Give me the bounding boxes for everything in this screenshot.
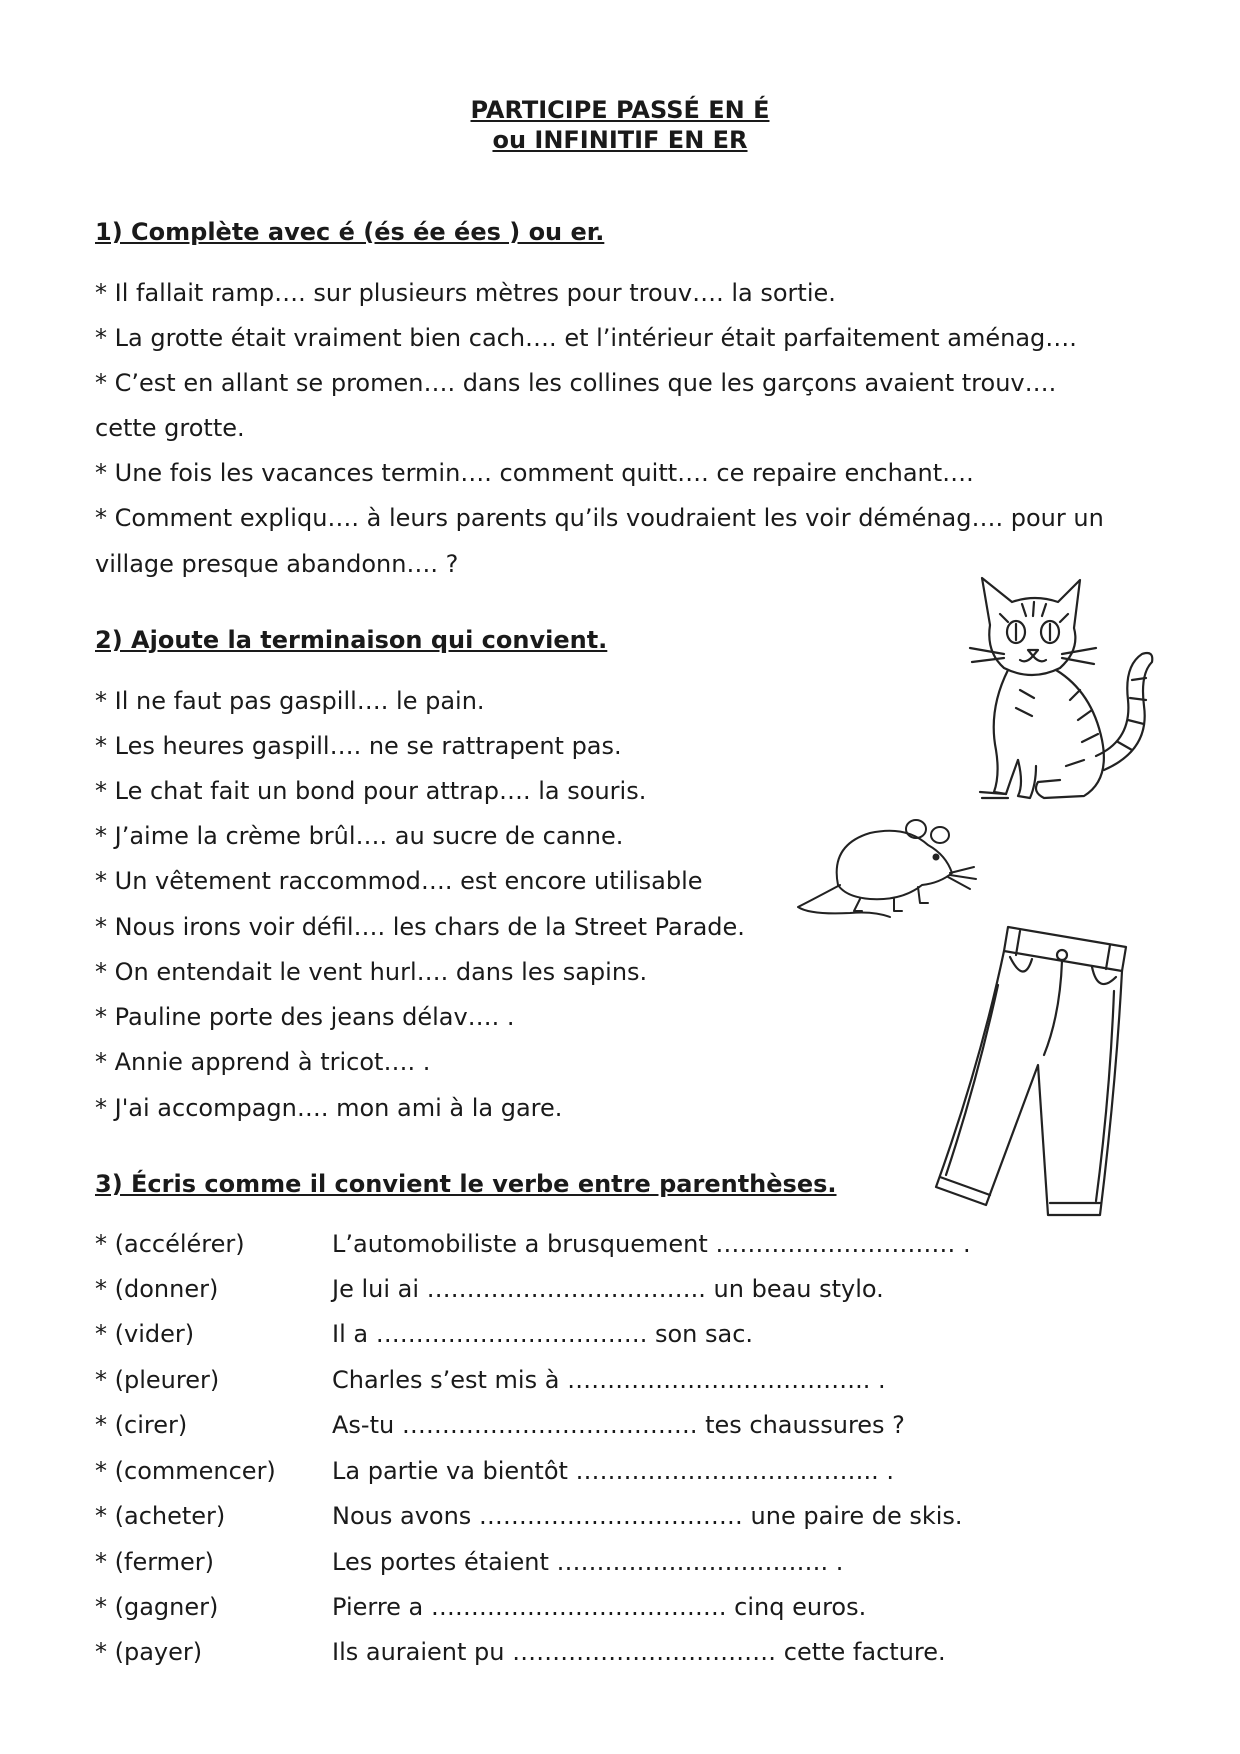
exercise-line: * Il fallait ramp…. sur plusieurs mètres pour trouv…. la sortie.: [95, 279, 836, 307]
section-1-heading: 1) Complète avec é (és ée ées ) ou er.: [95, 218, 605, 246]
exercise-line: * J’aime la crème brûl…. au sucre de canne.: [95, 822, 624, 850]
cat-illustration: [960, 570, 1160, 810]
verb-cue: * (cirer): [95, 1411, 188, 1439]
exercise-line: * Un vêtement raccommod…. est encore utilisable: [95, 867, 703, 895]
exercise-line: * La grotte était vraiment bien cach…. et l’intérieur était parfaitement aménag….: [95, 324, 1077, 352]
fill-sentence: Il a ……………………………. son sac.: [332, 1320, 754, 1348]
fill-sentence: La partie va bientôt ……………………………….. .: [332, 1457, 895, 1485]
exercise-line: * Comment expliqu…. à leurs parents qu’ils voudraient les voir déménag…. pour un: [95, 504, 1104, 532]
exercise-line: * Il ne faut pas gaspill…. le pain.: [95, 687, 485, 715]
exercise-line: * On entendait le vent hurl…. dans les sapins.: [95, 958, 648, 986]
exercise-line: * Pauline porte des jeans délav…. .: [95, 1003, 515, 1031]
exercise-line: * J'ai accompagn…. mon ami à la gare.: [95, 1094, 563, 1122]
jeans-illustration: [928, 925, 1143, 1225]
verb-cue: * (fermer): [95, 1548, 215, 1576]
verb-cue: * (accélérer): [95, 1230, 245, 1258]
fill-sentence: Ils auraient pu …………………………… cette facture.: [332, 1638, 946, 1666]
section-3-heading: 3) Écris comme il convient le verbe entre parenthèses.: [95, 1170, 837, 1198]
page-title: [0, 95, 1240, 155]
exercise-line: * Une fois les vacances termin…. comment quitt…. ce repaire enchant….: [95, 459, 974, 487]
verb-cue: * (payer): [95, 1638, 203, 1666]
fill-sentence: Nous avons …………………………… une paire de skis.: [332, 1502, 963, 1530]
exercise-line: * C’est en allant se promen…. dans les collines que les garçons avaient trouv….: [95, 369, 1057, 397]
title-line-1: PARTICIPE PASSÉ EN É: [470, 96, 770, 124]
verb-cue: * (vider): [95, 1320, 195, 1348]
exercise-line: cette grotte.: [95, 414, 245, 442]
fill-sentence: Les portes étaient ……………………………. .: [332, 1548, 844, 1576]
verb-cue: * (pleurer): [95, 1366, 220, 1394]
section-2-heading: 2) Ajoute la terminaison qui convient.: [95, 626, 608, 654]
mouse-illustration: [790, 815, 980, 925]
fill-sentence: Je lui ai …………………………….. un beau stylo.: [332, 1275, 884, 1303]
verb-cue: * (donner): [95, 1275, 219, 1303]
title-line-2: ou INFINITIF EN ER: [492, 126, 748, 154]
exercise-line: * Les heures gaspill…. ne se rattrapent pas.: [95, 732, 622, 760]
fill-sentence: As-tu ………………………………. tes chaussures ?: [332, 1411, 905, 1439]
fill-sentence: L’automobiliste a brusquement ………………………… .: [332, 1230, 971, 1258]
exercise-line: * Annie apprend à tricot…. .: [95, 1048, 431, 1076]
verb-cue: * (acheter): [95, 1502, 226, 1530]
exercise-line: * Le chat fait un bond pour attrap…. la souris.: [95, 777, 647, 805]
fill-sentence: Charles s’est mis à ……………………………….. .: [332, 1366, 886, 1394]
exercise-line: * Nous irons voir défil…. les chars de la Street Parade.: [95, 913, 745, 941]
verb-cue: * (commencer): [95, 1457, 276, 1485]
fill-sentence: Pierre a ………………………………. cinq euros.: [332, 1593, 867, 1621]
verb-cue: * (gagner): [95, 1593, 219, 1621]
exercise-line: village presque abandonn…. ?: [95, 550, 459, 578]
